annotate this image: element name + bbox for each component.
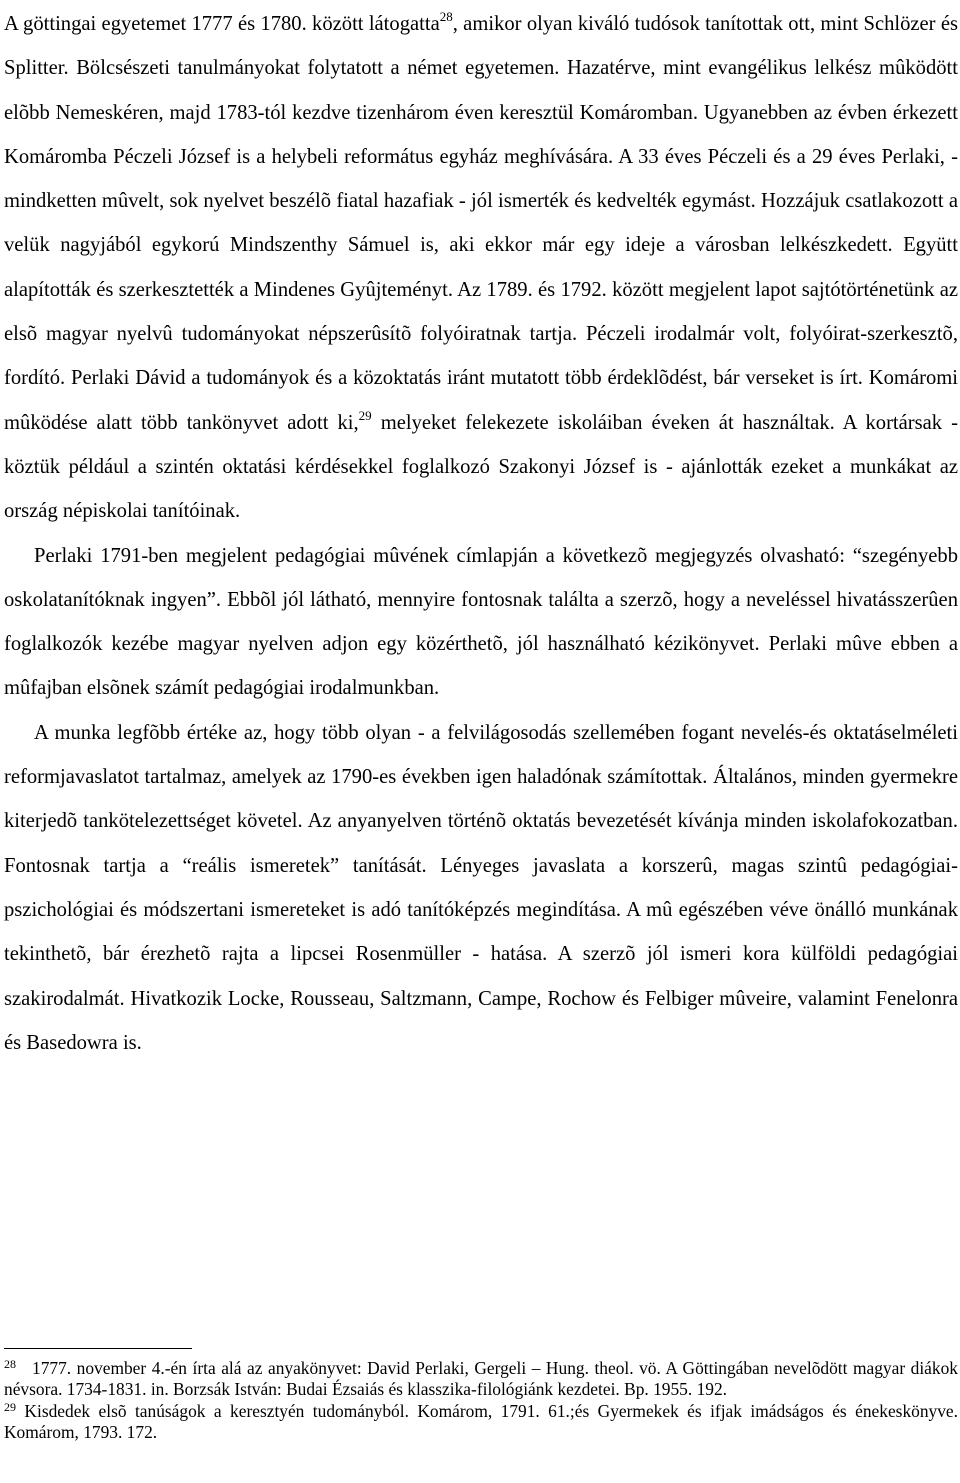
footnote-29-mark: 29 xyxy=(4,1399,16,1414)
paragraph-2: Perlaki 1791-ben megjelent pedagógiai mûvének címlapján a következõ megjegyzés olvasható: “szegényebb oskolatanítóknak ingyen”. Ebbõl jól látható, mennyire fontosnak találta a szerzõ, hogy a neveléssel hivatásszerûen foglalkozók kezébe magyar nyelven adjon egy közérthetõ, jól használható kézikönyvet. Perlaki mûve ebben a mûfajban elsõnek számít pedagógiai irodalmunkban. xyxy=(4,544,958,700)
footnote-ref-28: 28 xyxy=(439,9,453,24)
paragraph-1 xyxy=(4,2,958,534)
paragraph-1-part-1: A göttingai egyetemet 1777 és 1780. között látogatta xyxy=(4,13,440,35)
footnote-28-text: 1777. november 4.-én írta alá az anyakönyvet: David Perlaki, Gergeli – Hung. theol. vö. A Göttingában nevelõdött magyar diákok névsora. 1734-1831. in. Borzsák István: Budai Ézsaiás és klasszika-filológiánk kezdetei. Bp. 1955. 192. xyxy=(4,1358,958,1400)
paragraph-1-part-3: melyeket felekezete iskoláiban éveken át használtak. A kortársak - köztük például a szintén oktatási kérdésekkel foglalkozó Szakonyi József is - ajánlották ezeket a munkákat az ország népiskolai tanítóinak. xyxy=(4,411,959,523)
footnote-ref-29: 29 xyxy=(358,407,372,423)
footnote-29 xyxy=(4,1401,958,1444)
footnote-29-text: Kisdedek elsõ tanúságok a keresztyén tudományból. Komárom, 1791. 61.;és Gyermekek és ifjak imádságos és énekeskönyve. Komárom, 1793. 172. xyxy=(4,1400,958,1442)
footnote-separator xyxy=(4,1348,192,1349)
footnote-28-mark: 28 xyxy=(4,1357,16,1371)
footnote-28 xyxy=(4,1358,958,1401)
footnotes xyxy=(4,1358,958,1443)
body-text xyxy=(4,2,958,1065)
paragraph-1-part-2: , amikor olyan kiváló tudósok tanítottak ott, mint Schlözer és Splitter. Bölcsészeti tanulmányokat folytatott a német egyetemen. Hazatérve, mint evangélikus lelkész mûködött elõbb Nemeskéren, majd 1783-tól kezdve tizenhárom éven keresztül Komáromban. Ugyanebben az évben érkezett Komáromba Péczeli József is a helybeli református egyház meghívására. A 33 éves Péczeli és a 29 éves Perlaki, - mindketten mûvelt, sok nyelvet beszélõ fiatal hazafiak - jól ismerték és kedvelték egymást. Hozzájuk csatlakozott a velük nagyjából egykorú Mindszenthy Sámuel is, aki ekkor már egy ideje a városban lelkészkedett. Együtt alapították és szerkesztették a Mindenes Gyûjteményt. Az 1789. és 1792. között megjelent lapot sajtótörténetünk az elsõ magyar nyelvû tudományokat népszerûsítõ folyóiratnak tartja. Péczeli irodalmár volt, folyóirat-szerkesztõ, fordító. Perlaki Dávid a tudományok és a közoktatás iránt mutatott több érdeklõdést, bár verseket is írt. Komáromi mûködése alatt több tankönyvet adott ki, xyxy=(4,13,958,434)
paragraph-3: A munka legfõbb értéke az, hogy több olyan - a felvilágosodás szellemében fogant nevelés-és oktatáselméleti reformjavaslatot tartalmaz, amelyek az 1790-es években igen haladónak számítottak. Általános, minden gyermekre kiterjedõ tankötelezettséget követel. Az anyanyelven történõ oktatás bevezetését kívánja minden iskolafokozatban. Fontosnak tartja a “reális ismeretek” tanítását. Lényeges javaslata a korszerû, magas szintû pedagógiai-pszichológiai és módszertani ismereteket is adó tanítóképzés megindítása. A mû egészében véve önálló munkának tekinthetõ, bár érezhetõ rajta a lipcsei Rosenmüller - hatása. A szerzõ jól ismeri kora külföldi pedagógiai szakirodalmát. Hivatkozik Locke, Rousseau, Saltzmann, Campe, Rochow és Felbiger mûveire, valamint Fenelonra és Basedowra is. xyxy=(4,721,958,1054)
